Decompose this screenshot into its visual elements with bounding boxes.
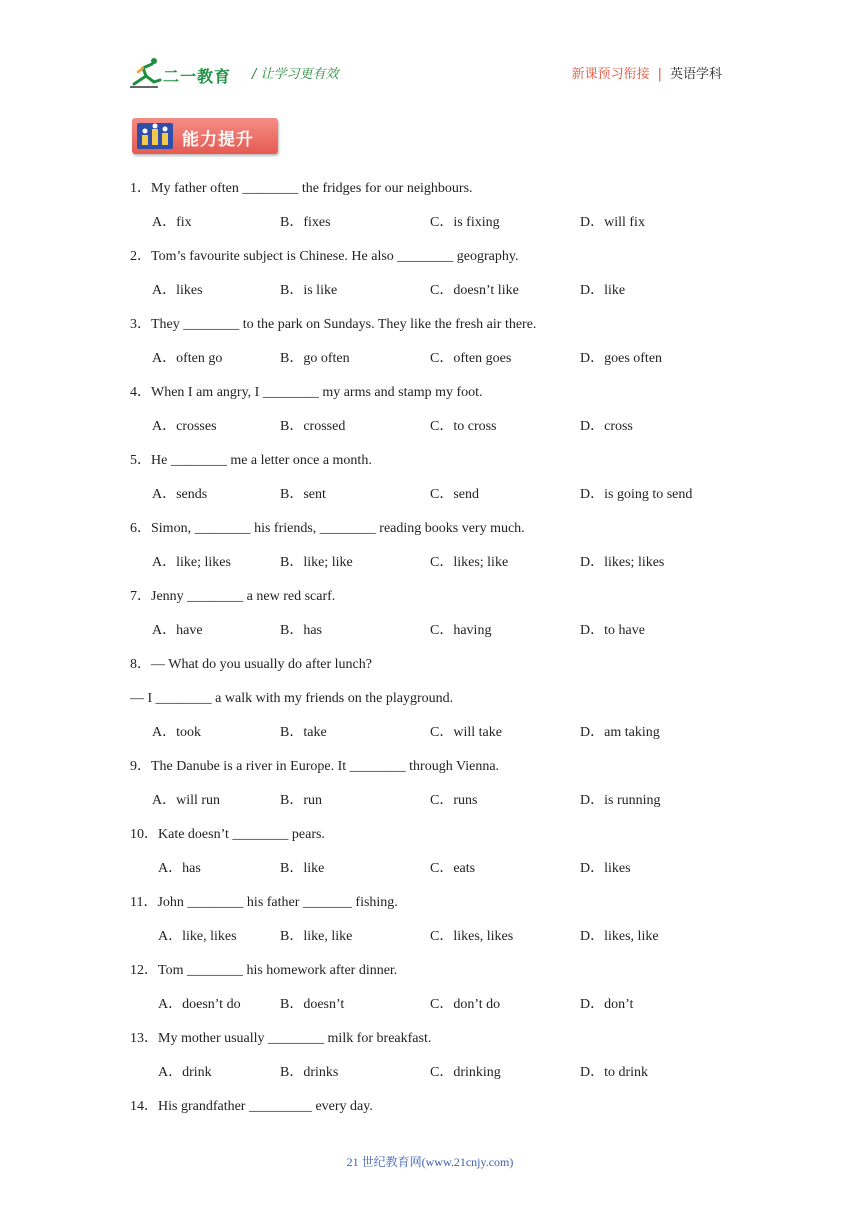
option-row — [130, 415, 730, 449]
answer-option: B．sent — [280, 487, 326, 502]
logo-text: 二一教育 — [163, 67, 232, 86]
answer-option: A．likes — [152, 283, 203, 298]
answer-option: C．is fixing — [430, 215, 500, 230]
answer-option: B．like; like — [280, 555, 353, 570]
question-stem: 11．John ________ his father _______ fishing. — [130, 895, 398, 910]
option-row — [130, 925, 730, 959]
answer-option: B．go often — [280, 351, 350, 366]
footer-text: 21 世纪教育网(www.21cnjy.com) — [346, 1155, 514, 1169]
question-stem-continued: — I ________ a walk with my friends on the playground. — [130, 691, 454, 706]
answer-option: A．like, likes — [158, 929, 237, 944]
runner-logo-icon — [130, 56, 164, 90]
option-row — [130, 857, 730, 891]
answer-option: B．run — [280, 793, 322, 808]
answer-option: B．crossed — [280, 419, 346, 434]
option-row — [130, 721, 730, 755]
answer-option: C．send — [430, 487, 479, 502]
answer-option: D．goes often — [580, 351, 663, 366]
question-stem: 4．When I am angry, I ________ my arms and stamp my foot. — [130, 385, 483, 400]
subject-name: 英语学科 — [669, 67, 722, 82]
answer-option: B．drinks — [280, 1065, 339, 1080]
answer-option: A．has — [158, 861, 201, 876]
option-row — [130, 1061, 730, 1095]
answer-option: D．likes; likes — [580, 555, 665, 570]
answer-option: A．sends — [152, 487, 208, 502]
question-stem: 8．— What do you usually do after lunch? — [130, 657, 372, 672]
question-stem: 12．Tom ________ his homework after dinner. — [130, 963, 398, 978]
answer-option: B．like, like — [280, 929, 353, 944]
answer-option: C．likes; like — [430, 555, 509, 570]
answer-option: C．often goes — [430, 351, 512, 366]
question-stem: 5．He ________ me a letter once a month. — [130, 453, 372, 468]
question-stem: 9．The Danube is a river in Europe. It ________ through Vienna. — [130, 759, 500, 774]
answer-option: C．likes, likes — [430, 929, 514, 944]
question-stem: 2．Tom’s favourite subject is Chinese. He also ________ geography. — [130, 249, 519, 264]
answer-option: D．to drink — [580, 1065, 649, 1080]
answer-option: B．like — [280, 861, 325, 876]
answer-option: D．to have — [580, 623, 645, 638]
section-badge — [132, 118, 278, 154]
answer-option: B．doesn’t — [280, 997, 345, 1012]
answer-option: A．often go — [152, 351, 223, 366]
answer-option: C．will take — [430, 725, 502, 740]
question-stem: 13．My mother usually ________ milk for breakfast. — [130, 1031, 432, 1046]
answer-option: C．doesn’t like — [430, 283, 519, 298]
answer-option: A．drink — [158, 1065, 212, 1080]
question-stem: 14．His grandfather _________ every day. — [130, 1099, 373, 1114]
answer-option: A．doesn’t do — [158, 997, 241, 1012]
logo — [130, 56, 240, 90]
option-row — [130, 993, 730, 1027]
answer-option: B．take — [280, 725, 327, 740]
question-stem: 3．They ________ to the park on Sundays. They like the fresh air there. — [130, 317, 537, 332]
answer-option: D．like — [580, 283, 626, 298]
question-stem: 10．Kate doesn’t ________ pears. — [130, 827, 325, 842]
answer-option: A．have — [152, 623, 203, 638]
section-title: 能力提升 — [182, 130, 254, 150]
answer-option: D．is going to send — [580, 487, 693, 502]
option-row — [130, 483, 730, 517]
answer-option: A．crosses — [152, 419, 217, 434]
option-row — [130, 619, 730, 653]
option-row — [130, 789, 730, 823]
header-separator: | — [657, 67, 662, 82]
answer-option: A．like; likes — [152, 555, 231, 570]
answer-option: D．will fix — [580, 215, 645, 230]
answer-option: C．runs — [430, 793, 478, 808]
course-name: 新课预习衔接 — [571, 67, 650, 82]
answer-option: A．will run — [152, 793, 221, 808]
answer-option: C．to cross — [430, 419, 497, 434]
answer-option: C．drinking — [430, 1065, 501, 1080]
question-stem: 7．Jenny ________ a new red scarf. — [130, 589, 336, 604]
answer-option: B．fixes — [280, 215, 331, 230]
answer-option: D．cross — [580, 419, 633, 434]
answer-option: C．don’t do — [430, 997, 501, 1012]
page-header — [130, 56, 730, 90]
answer-option: A．took — [152, 725, 201, 740]
question-stem: 6．Simon, ________ his friends, ________ reading books very much. — [130, 521, 525, 536]
answer-option: D．don’t — [580, 997, 634, 1012]
answer-option: C．eats — [430, 861, 476, 876]
answer-option: D．likes — [580, 861, 631, 876]
option-row — [130, 211, 730, 245]
option-row — [130, 279, 730, 313]
question-list — [130, 177, 730, 1129]
answer-option: D．likes, like — [580, 929, 659, 944]
option-row — [130, 551, 730, 585]
question-stem: 1．My father often ________ the fridges for our neighbours. — [130, 181, 473, 196]
course-info — [572, 63, 722, 82]
option-row — [130, 347, 730, 381]
answer-option: D．am taking — [580, 725, 660, 740]
answer-option: C．having — [430, 623, 492, 638]
answer-option: B．has — [280, 623, 322, 638]
chart-bars-icon — [137, 123, 173, 149]
answer-option: A．fix — [152, 215, 192, 230]
answer-option: B．is like — [280, 283, 338, 298]
slogan: / 让学习更有效 — [252, 67, 339, 82]
answer-option: D．is running — [580, 793, 661, 808]
